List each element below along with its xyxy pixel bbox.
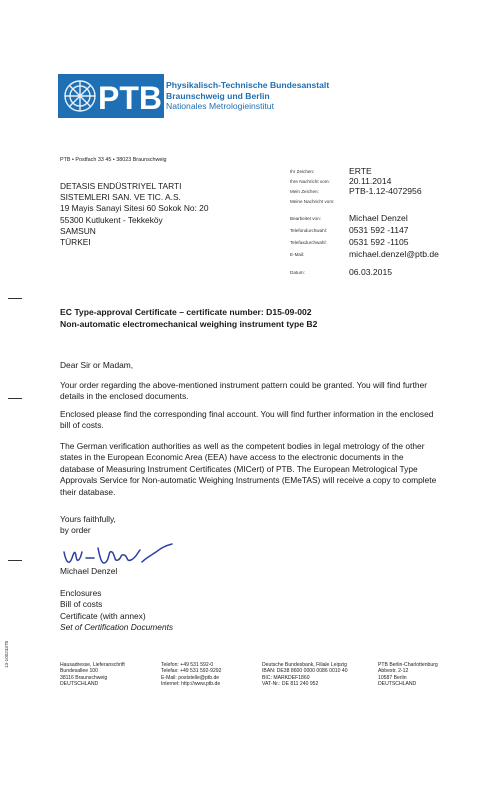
enclosure-item: Certificate (with annex) bbox=[60, 610, 146, 621]
paragraph-line: database of Measuring Instrument Certificates (MICert) of PTB. The European Metrological Type bbox=[60, 463, 418, 474]
enclosure-item: Set of Certification Documents bbox=[60, 622, 174, 633]
fold-mark bbox=[8, 398, 22, 399]
recipient-line: 55300 Kutlukent - Tekkeköy bbox=[60, 214, 163, 225]
recipient-address bbox=[60, 181, 209, 248]
meta-label: Ihr Zeichen: bbox=[290, 169, 315, 174]
subject-line: EC Type-approval Certificate – certificate number: D15-09-002 bbox=[60, 307, 312, 317]
paragraph-line: Approvals Service for Non-automatic Weighing Instruments (EMeTAS) will receive a copy to complete bbox=[60, 475, 437, 486]
footer-line: DEUTSCHLAND bbox=[378, 681, 417, 688]
document-code: 13-10023378 bbox=[4, 640, 9, 668]
meta-value: PTB-1.12-4072956 bbox=[349, 186, 422, 196]
paragraph-line: Enclosed please find the corresponding final account. You will find further information in the enclosed bbox=[60, 409, 434, 419]
footer-line: Bundesallee 100 bbox=[60, 668, 98, 675]
recipient-line: 19 Mayis Sanayi Sitesi 60 Sokok No: 20 bbox=[60, 203, 209, 214]
recipient-line: DETASIS ENDÜSTRIYEL TARTI bbox=[60, 181, 182, 191]
enclosure-heading: Enclosures bbox=[60, 588, 102, 598]
fold-mark bbox=[8, 298, 22, 299]
footer-bank bbox=[262, 662, 348, 688]
paragraph bbox=[60, 409, 475, 432]
meta-label: Mein Zeichen: bbox=[290, 189, 319, 194]
footer-line: Internet: http://www.ptb.de bbox=[161, 681, 221, 688]
paragraph-line: Your order regarding the above-mentioned instrument pattern could be granted. You will find further bbox=[60, 380, 428, 390]
footer-line: BIC: MARKDEF1860 bbox=[262, 674, 310, 681]
enclosures bbox=[60, 588, 475, 634]
paragraph-line: their database. bbox=[60, 486, 116, 497]
footer-line: PTB Berlin-Charlottenburg bbox=[378, 662, 438, 668]
footer-line: E-Mail: poststelle@ptb.de bbox=[161, 674, 220, 681]
footer-line: Hausadresse, Lieferanschrift bbox=[60, 662, 125, 668]
meta-label: E-Mail: bbox=[290, 252, 305, 257]
meta-value: Michael Denzel bbox=[349, 213, 408, 223]
sender-line: PTB • Postfach 33 45 • 38023 Braunschweig bbox=[60, 157, 167, 163]
institute-name bbox=[166, 80, 329, 112]
footer-line: Telefon: +49 531 592-0 bbox=[161, 662, 214, 668]
closing-line: by order bbox=[60, 525, 91, 536]
meta-label: Bearbeitet von: bbox=[290, 216, 321, 221]
meta-value: 0531 592 -1147 bbox=[349, 225, 409, 235]
recipient-line: TÜRKEI bbox=[60, 237, 91, 248]
meta-label: Meine Nachricht vom: bbox=[290, 199, 335, 204]
recipient-line: SISTEMLERI SAN. VE TIC. A.S. bbox=[60, 192, 181, 203]
meta-label: Telefaxdurchwahl: bbox=[290, 240, 327, 245]
footer-contact bbox=[161, 662, 221, 688]
ptb-logo-text: PTB bbox=[98, 80, 162, 116]
paragraph bbox=[60, 441, 475, 498]
footer-line: Deutsche Bundesbank, Filiale Leipzig bbox=[262, 662, 347, 668]
ptb-logo bbox=[58, 74, 164, 118]
recipient-line: SAMSUN bbox=[60, 225, 96, 236]
institute-line-1: Physikalisch-Technische Bundesanstalt bbox=[166, 80, 330, 90]
meta-value: 0531 592 -1105 bbox=[349, 237, 409, 247]
meta-value: 20.11.2014 bbox=[349, 176, 392, 186]
salutation: Dear Sir or Madam, bbox=[60, 360, 134, 370]
footer-line: IBAN: DE38 8600 0000 0086 0010 40 bbox=[262, 668, 348, 675]
meta-value: 06.03.2015 bbox=[349, 267, 393, 277]
footer-line: VAT-Nr.: DE 811 240 952 bbox=[262, 681, 319, 688]
footer-line: 10587 Berlin bbox=[378, 674, 407, 681]
institute-line-3: Nationales Metrologieinstitut bbox=[166, 101, 274, 111]
footer-line: DEUTSCHLAND bbox=[60, 681, 99, 688]
fold-mark bbox=[8, 560, 22, 561]
subject bbox=[60, 307, 317, 330]
footer-address bbox=[60, 662, 125, 688]
paragraph bbox=[60, 380, 475, 403]
closing bbox=[60, 514, 475, 537]
meta-label: Telefondurchwahl: bbox=[290, 228, 328, 233]
paragraph-line: bill of costs. bbox=[60, 420, 104, 431]
paragraph-line: The German verification authorities as well as the competent bodies in legal metrology of the other bbox=[60, 441, 425, 451]
closing-line: Yours faithfully, bbox=[60, 514, 116, 524]
footer-line: Abbestr. 2-12 bbox=[378, 668, 409, 675]
meta-value: michael.denzel@ptb.de bbox=[349, 249, 439, 259]
institute-line-2: Braunschweig und Berlin bbox=[166, 90, 270, 101]
meta-value: ERTE bbox=[349, 166, 372, 176]
enclosure-item: Bill of costs bbox=[60, 599, 103, 610]
footer-line: Telefax: +49 531 592-9292 bbox=[161, 668, 222, 675]
meta-label: Ihre Nachricht vom: bbox=[290, 179, 330, 184]
meta-label: Datum: bbox=[290, 270, 305, 275]
paragraph-line: states in the European Economic Area (EEA) have access to the electronic documents in the bbox=[60, 452, 404, 463]
footer-line: 38116 Braunschweig bbox=[60, 674, 108, 681]
signatory-name: Michael Denzel bbox=[60, 566, 118, 576]
paragraph-line: details in the enclosed documents. bbox=[60, 391, 189, 402]
footer-berlin bbox=[378, 662, 438, 688]
subject-line: Non-automatic electromechanical weighing instrument type B2 bbox=[60, 318, 318, 329]
